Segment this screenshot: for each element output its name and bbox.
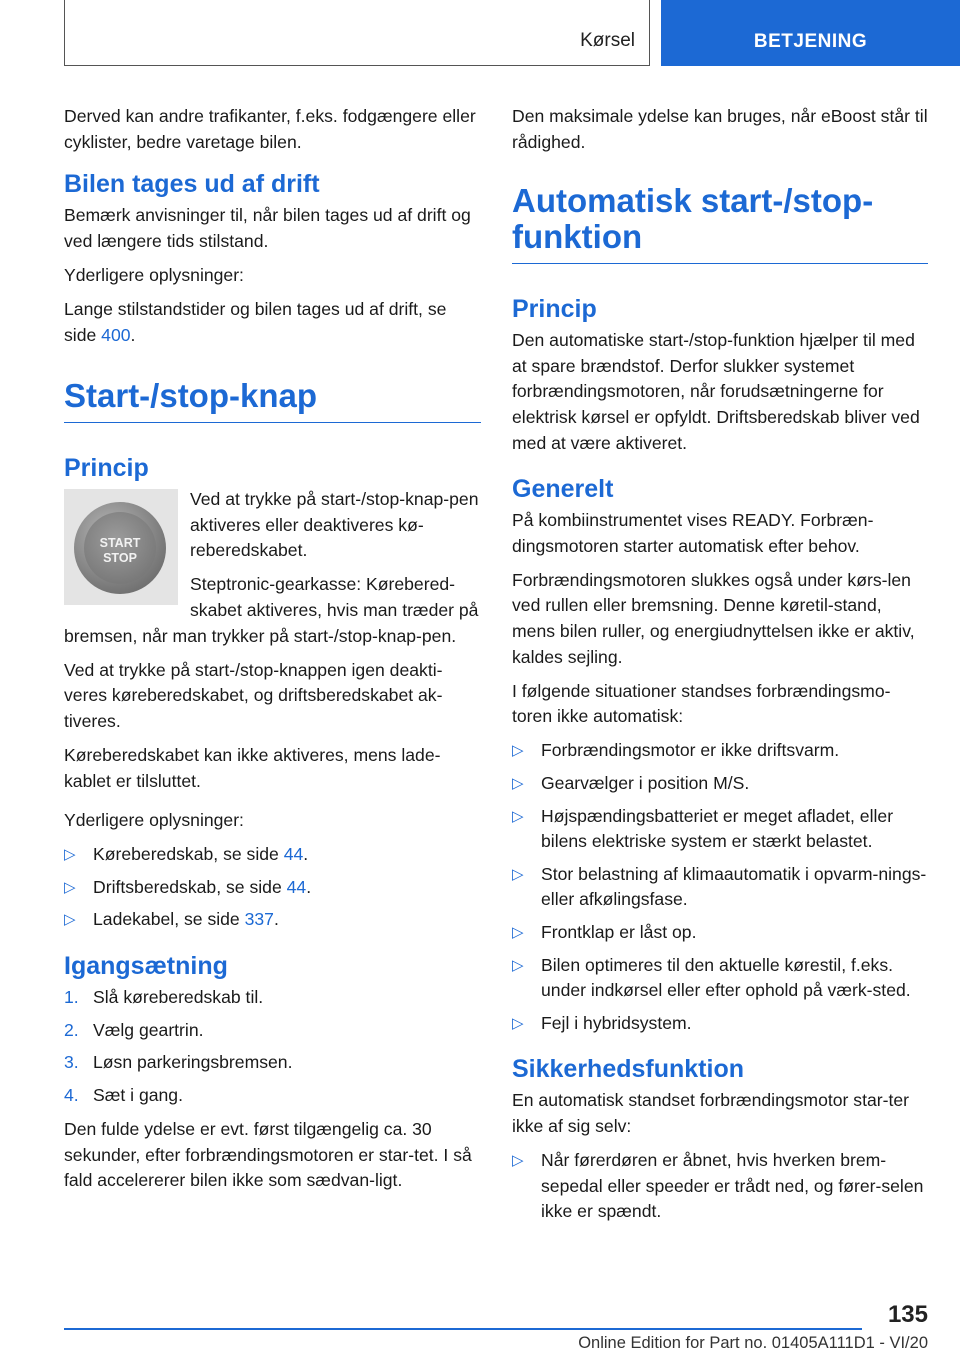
header-section-title: Kørsel	[580, 30, 635, 51]
list-item: ▷ Når førerdøren er åbnet, hvis hverken brem-sepedal eller speeder er trådt ned, og fører-selen ikke er spændt.	[512, 1150, 924, 1222]
list-item: ▷ Højspændingsbatteriet er meget afladet, eller bilens elektriske system er stærkt belastet.	[512, 805, 894, 852]
triangle-right-icon: ▷	[512, 956, 524, 974]
heading-igangsaetning: Igangsætning	[64, 952, 228, 981]
triangle-right-icon: ▷	[64, 911, 76, 929]
safety-list	[512, 1148, 928, 1225]
step-number: 2.	[64, 1019, 79, 1040]
paragraph: Yderligere oplysninger:	[64, 264, 244, 285]
list-item: 4. Sæt i gang.	[64, 1083, 481, 1109]
left-column	[64, 104, 481, 1202]
page-link[interactable]: 400	[101, 324, 131, 345]
paragraph: På kombiinstrumentet vises READY. Forbræn-dingsmotoren starter automatisk efter behov.	[512, 510, 874, 556]
triangle-right-icon: ▷	[512, 1152, 524, 1170]
triangle-right-icon: ▷	[512, 742, 524, 760]
page-link[interactable]: 44	[286, 876, 307, 897]
button-face	[84, 512, 156, 584]
triangle-right-icon: ▷	[512, 865, 524, 883]
paragraph: Den maksimale ydelse kan bruges, når eBoost står til rådighed.	[512, 106, 928, 152]
right-column	[512, 104, 928, 1233]
paragraph: Ved at trykke på start-/stop-knappen igen deakti-veres køreberedskabet, og driftsberedskabet ak-tiveres.	[64, 659, 443, 731]
situation-list	[512, 738, 928, 1036]
list-item: ▷ Frontklap er låst op.	[512, 920, 928, 946]
list-item: ▷ Fejl i hybridsystem.	[512, 1011, 928, 1037]
header-chapter-label: BETJENING	[753, 31, 868, 52]
start-stop-button-image	[64, 489, 178, 605]
step-number: 4.	[64, 1084, 79, 1105]
step-number: 1.	[64, 987, 79, 1008]
list-item: ▷ Forbrændingsmotor er ikke driftsvarm.	[512, 738, 928, 764]
footer-edition: Online Edition for Part no. 01405A111D1 - VI/20	[578, 1334, 928, 1352]
list-item: ▷ Gearvælger i position M/S.	[512, 771, 928, 797]
steps-list	[64, 985, 481, 1108]
page-link[interactable]: 44	[283, 844, 304, 865]
paragraph: Den automatiske start-/stop-funktion hjælper til med at spare brændstof. Derfor slukker systemet forbrændingsmotoren, når forudsætningerne for elektrisk kørsel er opfyldt. Driftsberedskab bliver ved med at være aktiveret.	[512, 330, 920, 453]
paragraph: Yderligere oplysninger:	[64, 810, 244, 831]
step-number: 3.	[64, 1052, 79, 1073]
list-item: 3. Løsn parkeringsbremsen.	[64, 1050, 481, 1076]
paragraph: Bemærk anvisninger til, når bilen tages ud af drift og ved længere tids stilstand.	[64, 205, 471, 251]
paragraph: Den fulde ydelse er evt. først tilgængelig ca. 30 sekunder, efter forbrændingsmotoren er star-tet. I så fald accelererer bilen ikke som sædvan-ligt.	[64, 1118, 472, 1191]
heading-start-stop-knap: Start-/stop-knap	[64, 378, 481, 423]
list-item: ▷ Ladekabel, se side 337.	[64, 907, 481, 933]
page-link[interactable]: 337	[244, 909, 274, 930]
heading-bilen-tages-ud: Bilen tages ud af drift	[64, 170, 320, 199]
triangle-right-icon: ▷	[512, 1014, 524, 1032]
button-bezel	[74, 502, 166, 594]
heading-automatisk-start-stop: Automatisk start-/stop- funktion	[512, 183, 928, 264]
heading-generelt: Generelt	[512, 475, 614, 504]
paragraph: Derved kan andre trafikanter, f.eks. fodgængere eller cyklister, bedre varetage bilen.	[64, 106, 476, 152]
footer-divider	[64, 1328, 862, 1330]
triangle-right-icon: ▷	[512, 923, 524, 941]
page-number: 135	[887, 1301, 928, 1328]
page-header	[0, 0, 960, 66]
list-item: ▷ Bilen optimeres til den aktuelle kørestil, f.eks. under indkørsel eller efter ophold på værk-sted.	[512, 954, 911, 1001]
triangle-right-icon: ▷	[64, 846, 76, 864]
triangle-right-icon: ▷	[64, 878, 76, 896]
paragraph: Steptronic-gearkasse: Kørebered-skabet aktiveres, hvis man træder på bremsen, når man trykker på start-/stop-knap-pen.	[64, 574, 479, 646]
paragraph: Ved at trykke på start-/stop-knap-pen aktiveres eller deaktiveres kø-reberedskabet.	[190, 489, 479, 561]
paragraph: Forbrændingsmotoren slukkes også under kørs-len ved rullen eller bremsning. Denne køretil-stand, mens bilen ruller, og energiudnyttelsen ikke er aktiv, kaldes sejling.	[512, 569, 915, 667]
list-item: ▷ Køreberedskab, se side 44.	[64, 842, 481, 868]
triangle-right-icon: ▷	[512, 775, 524, 792]
button-label: START STOP	[99, 536, 141, 566]
paragraph: En automatisk standset forbrændingsmotor star-ter ikke af sig selv:	[512, 1090, 910, 1136]
paragraph-with-link: Lange stilstandstider og bilen tages ud af drift, se side 400.	[64, 298, 447, 345]
heading-princip: Princip	[512, 295, 597, 324]
heading-sikkerhedsfunktion: Sikkerhedsfunktion	[512, 1055, 744, 1084]
list-item: 1. Slå køreberedskab til.	[64, 985, 481, 1011]
header-chapter-tab[interactable]	[661, 0, 960, 66]
heading-princip: Princip	[64, 454, 149, 483]
list-item: ▷ Driftsberedskab, se side 44.	[64, 875, 481, 901]
list-item: 2. Vælg geartrin.	[64, 1018, 481, 1044]
paragraph: Køreberedskabet kan ikke aktiveres, mens lade-kablet er tilsluttet.	[64, 745, 441, 791]
triangle-right-icon: ▷	[512, 807, 524, 825]
list-item: ▷ Stor belastning af klimaautomatik i opvarm-nings- eller afkølingsfase.	[512, 863, 927, 910]
header-section-box	[64, 0, 650, 66]
paragraph: I følgende situationer standses forbrændingsmo-toren ikke automatisk:	[512, 680, 891, 727]
info-list	[64, 842, 481, 933]
